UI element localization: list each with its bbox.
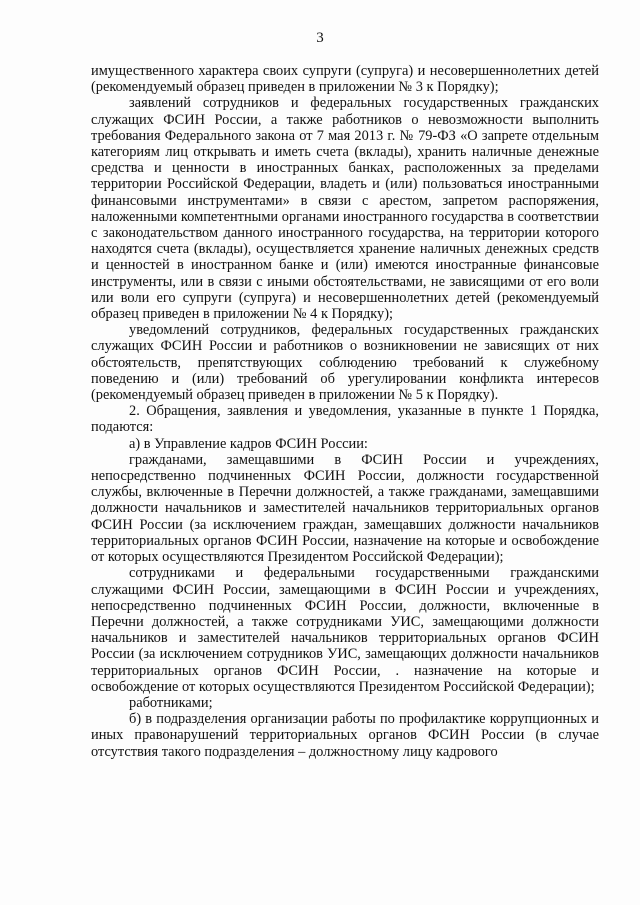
paragraph-subitem-b: б) в подразделения организации работы по профилактике коррупционных и иных правонарушений территориальных органов ФСИН России (в случае отсутствия такого подразделения – должностному лицу кадрового — [91, 711, 599, 760]
paragraph-workers: работниками; — [129, 694, 213, 711]
paragraph-continuation: имущественного характера своих супруги (супруга) и несовершеннолетних детей (рекомендуемый образец приведен в приложении № 3 к Порядку); — [91, 63, 599, 96]
paragraph-notifications: уведомлений сотрудников, федеральных государственных гражданских служащих ФСИН России и работников о возникновении не зависящих от них обстоятельств, препятствующих соблюдению требований к служебному поведению и (или) требований об урегулировании конфликта интересов (рекомендуемый образец приведен в приложении № 5 к Порядку). — [91, 322, 599, 404]
paragraph-employees: сотрудниками и федеральными государственными гражданскими служащими ФСИН России, замещающими в ФСИН России и учреждениях, непосредственно подчиненных ФСИН России, должности, включенные в Перечни должностей, а также сотрудниками УИС, замещающими должности начальников и заместителей начальников территориальных органов ФСИН России (за исключением сотрудников УИС, замещающих должности начальников территориальных органов ФСИН России, . назначение на которые и освобождение от которых осуществляются Президентом Российской Федерации); — [91, 565, 599, 695]
paragraph-citizens: гражданами, замещавшими в ФСИН России и учреждениях, непосредственно подчиненных ФСИН России, должности государственной службы, включенные в Перечни должностей, а также гражданами, замещавшими должности начальников и заместителей начальников территориальных органов ФСИН России (за исключением граждан, замещавших должности начальников территориальных органов ФСИН России, назначение на которые и освобождение от которых осуществляются Президентом Российской Федерации); — [91, 451, 599, 566]
paragraph-statements-impossibility: заявлений сотрудников и федеральных государственных гражданских служащих ФСИН России, а также работников о невозможности выполнить требования Федерального закона от 7 мая 2013 г. № 79-ФЗ «О запрете отдельным категориям лиц открывать и иметь счета (вклады), хранить наличные денежные средства и ценности в иностранных банках, расположенных за пределами территории Российской Федерации, владеть и (или) пользоваться иностранными финансовыми инструментами» в связи с арестом, запретом распоряжения, наложенными компетентными органами иностранного государства в соответствии с законодательством данного иностранного государства, на территории которого находятся счета (вклады), осуществляется хранение наличных денежных средств и ценностей в иностранном банке и (или) имеются иностранные финансовые инструменты, или в связи с иными обстоятельствами, не зависящими от его воли или воли его супруги (супруга) и несовершеннолетних детей (рекомендуемый образец приведен в приложении № 4 к Порядку); — [91, 95, 599, 323]
paragraph-subitem-a: а) в Управление кадров ФСИН России: — [129, 435, 368, 452]
paragraph-item-2: 2. Обращения, заявления и уведомления, указанные в пункте 1 Порядка, подаются: — [91, 403, 599, 436]
page-number: 3 — [316, 30, 324, 46]
document-body — [91, 63, 599, 760]
